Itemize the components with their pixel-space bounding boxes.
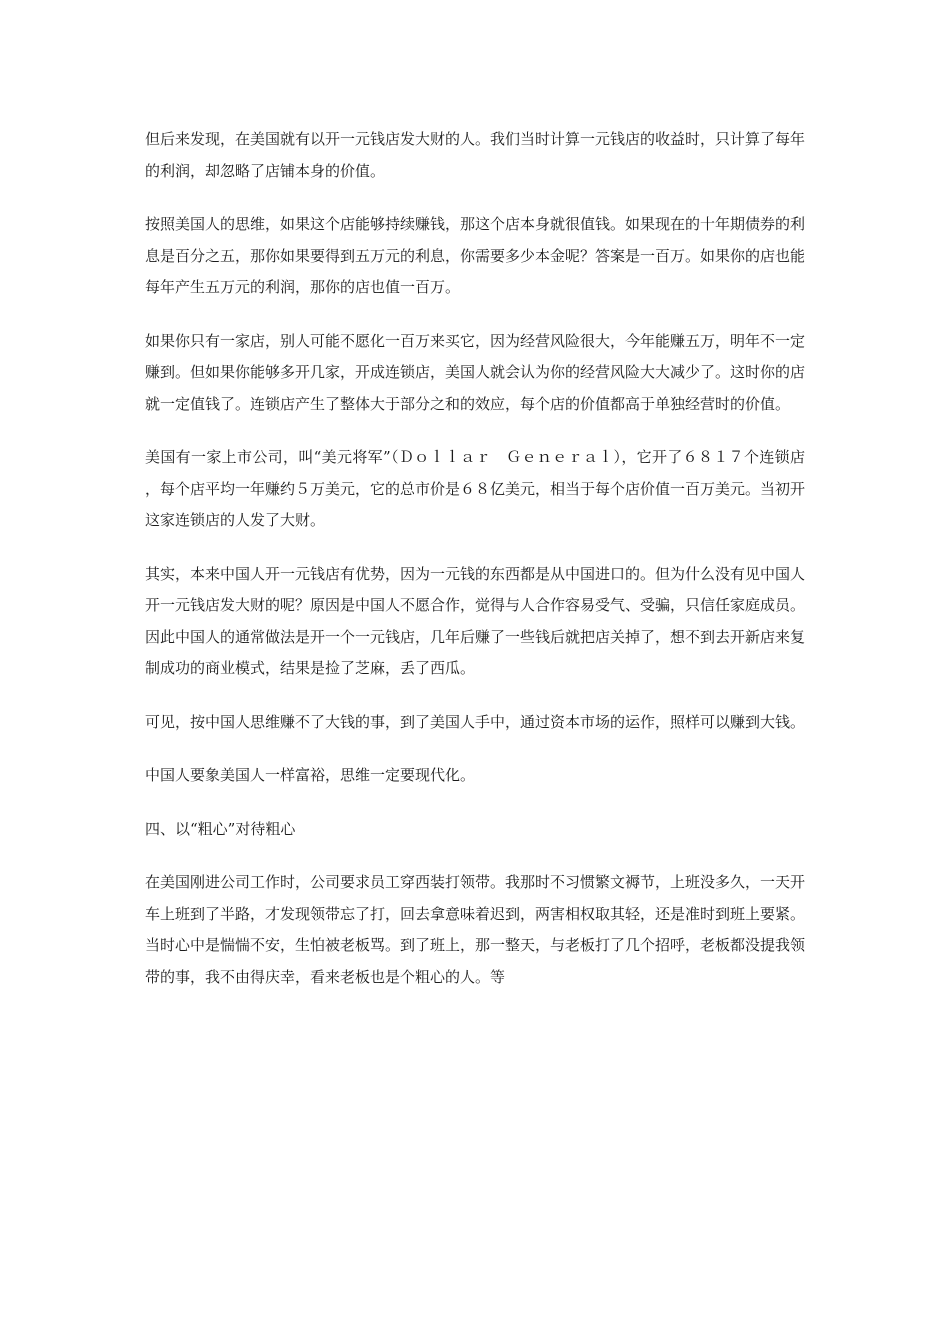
paragraph-capital-market: 可见，按中国人思维赚不了大钱的事，到了美国人手中，通过资本市场的运作，照样可以赚到大钱。 bbox=[145, 712, 806, 731]
paragraph-modernize-thinking: 中国人要象美国人一样富裕，思维一定要现代化。 bbox=[145, 766, 476, 784]
paragraph-american-thinking: 按照美国人的思维，如果这个店能够持续赚钱，那这个店本身就很值钱。如果现在的十年期债券的利息是百分之五，那你如果要得到五万元的利息，你需要多少本金呢？答案是一百万。如果你的店也能每年产生五万元的利润，那你的店也值一百万。 bbox=[145, 215, 806, 296]
section-heading: 四、以“粗心”对待粗心 bbox=[145, 819, 296, 838]
paragraph-chain-stores: 如果你只有一家店，别人可能不愿化一百万来买它，因为经营风险很大，今年能赚五万，明年不一定赚到。但如果你能够多开几家，开成连锁店，美国人就会认为你的经营风险大大减少了。这时你的店就一定值钱了。连锁店产生了整体大于部分之和的效应，每个店的价值都高于单独经营时的价值。 bbox=[145, 331, 806, 413]
document-body bbox=[145, 124, 805, 1015]
paragraph-one-dollar-store: 但后来发现，在美国就有以开一元钱店发大财的人。我们当时计算一元钱店的收益时，只计算了每年的利润，却忽略了店铺本身的价值。 bbox=[145, 130, 806, 180]
paragraph-necktie-story: 在美国刚进公司工作时，公司要求员工穿西装打领带。我那时不习惯繁文褥节，上班没多久，一天开车上班到了半路，才发现领带忘了打，回去拿意味着迟到，两害相权取其轻，还是准时到班上要紧。当时心中是惴惴不安，生怕被老板骂。到了班上，那一整天，与老板打了几个招呼，老板都没提我领带的事，我不由得庆幸，看来老板也是个粗心的人。等 bbox=[145, 873, 806, 986]
paragraph-chinese-advantage: 其实，本来中国人开一元钱店有优势，因为一元钱的东西都是从中国进口的。但为什么没有见中国人开一元钱店发大财的呢？原因是中国人不愿合作，觉得与人合作容易受气、受骗，只信任家庭成员。因此中国人的通常做法是开一个一元钱店，几年后赚了一些钱后就把店关掉了，想不到去开新店来复制成功的商业模式，结果是捡了芝麻，丢了西瓜。 bbox=[145, 564, 806, 677]
paragraph-dollar-general: 美国有一家上市公司，叫“美元将军”（Ｄｏｌｌａｒ Ｇｅｎｅｒａｌ），它开了６８１７个连锁店，每个店平均一年赚约５万美元，它的总市价是６８亿美元，相当于每个店价值一百万美元。当初开这家连锁店的人发了大财。 bbox=[145, 448, 806, 529]
